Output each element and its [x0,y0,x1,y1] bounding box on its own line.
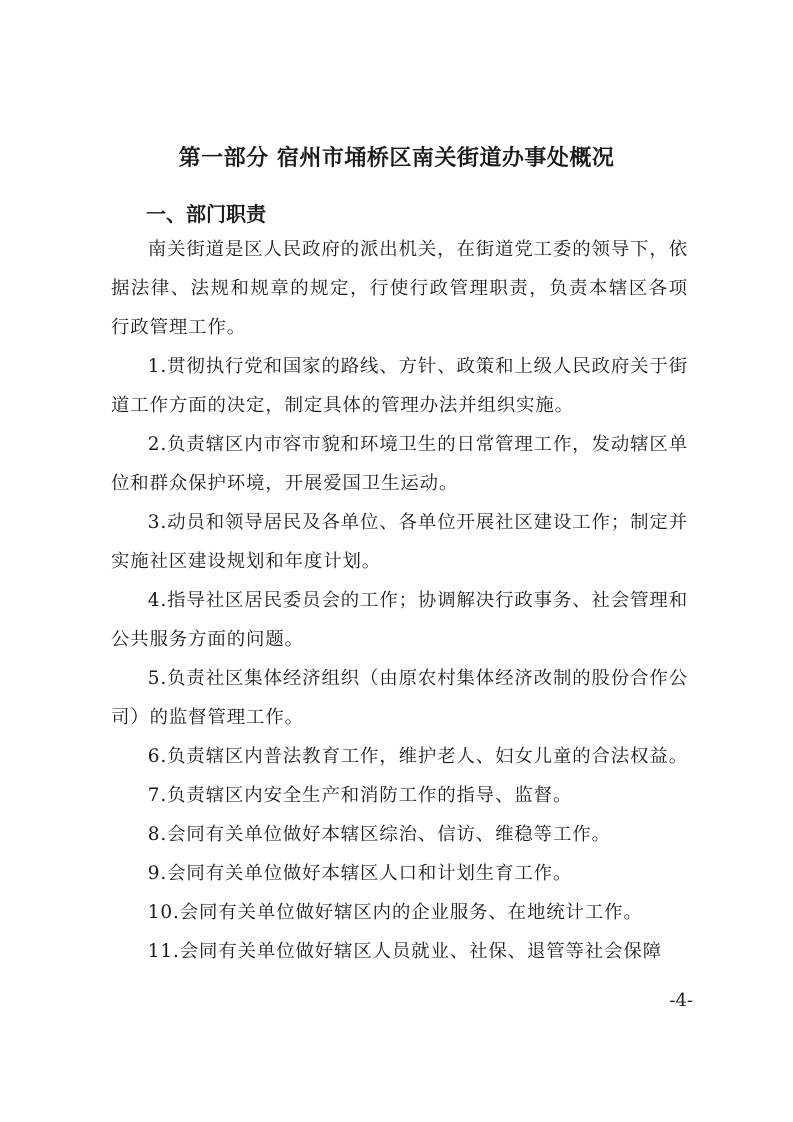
duty-item-8: 8.会同有关单位做好本辖区综治、信访、维稳等工作。 [147,824,611,845]
duty-item-7: 7.负责辖区内安全生产和消防工作的指导、监督。 [147,785,573,806]
duty-item-9: 9.会同有关单位做好本辖区人口和计划生育工作。 [147,863,573,884]
intro-paragraph: 南关街道是区人民政府的派出机关，在街道党工委的领导下，依据法律、法规和规章的规定，行使行政管理职责，负责本辖区各项行政管理工作。 [111,239,688,338]
duty-item-11: 11.会同有关单位做好辖区人员就业、社保、退管等社会保障 [147,941,663,962]
duty-item-3: 3.动员和领导居民及各单位、各单位开展社区建设工作；制定并实施社区建设规划和年度计划。 [111,512,688,572]
duty-item-5: 5.负责社区集体经济组织（由原农村集体经济改制的股份合作公司）的监督管理工作。 [111,668,688,728]
duty-item-4: 4.指导社区居民委员会的工作；协调解决行政事务、社会管理和公共服务方面的问题。 [111,590,688,650]
duty-item-2: 2.负责辖区内市容市貌和环境卫生的日常管理工作，发动辖区单位和群众保护环境，开展爱国卫生运动。 [111,434,688,494]
duty-item-10: 10.会同有关单位做好辖区内的企业服务、在地统计工作。 [147,902,643,923]
duty-item-6: 6.负责辖区内普法教育工作，维护老人、妇女儿童的合法权益。 [147,746,688,767]
section-heading: 一、部门职责 [146,202,266,226]
page-number: -4- [669,990,693,1011]
duty-item-1: 1.贯彻执行党和国家的路线、方针、政策和上级人民政府关于街道工作方面的决定，制定具体的管理办法并组织实施。 [111,356,688,416]
document-title: 第一部分 宿州市埇桥区南关街道办事处概况 [178,146,615,171]
document-body [111,230,688,971]
